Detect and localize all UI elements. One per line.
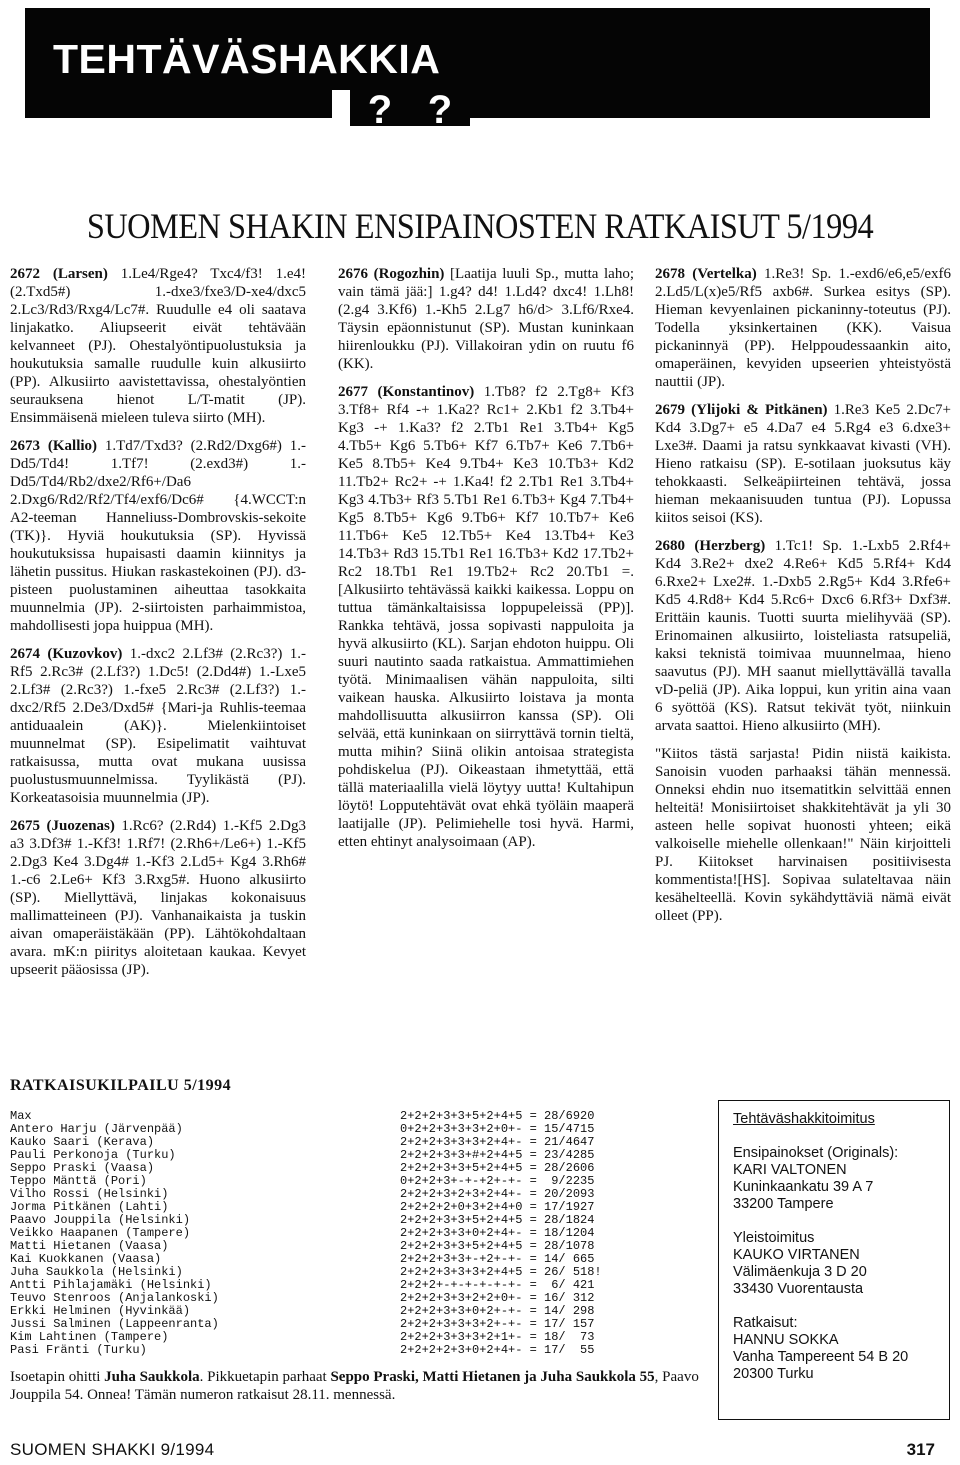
text-column-2 [338,265,634,861]
composer-name: (Ylijoki & Pitkänen) [691,402,828,418]
solution-moves: 1.Re3! Sp. 1.-exd6/e6,e5/exf6 2.Ld5/L(x)e5/Rf5 axb6#. [655,266,952,300]
composer-name: (Juozenas) [46,818,115,834]
solver-comments: {Mari-ja Ruhlis-teemaa antiduaalein (AK)}. Mielenkiintoiset muunnelmat (SP). Esipelimatit vaihtuvat ratkaisussa, mutta ovat mukana uusissa puolustusmuunnelmissa. Tyylikästä (PJ). Korkeatasoisia muunnelmia (JP). [10,700,306,806]
results-row [10,1344,642,1357]
text-column-3 [655,265,951,935]
editor-contact [733,1230,949,1298]
contact-label: Ensipainokset (Originals): [733,1145,899,1161]
results-row [10,1123,642,1136]
composer-name: (Kuzovkov) [47,646,123,662]
problem-number: 2673 [10,438,40,454]
composer-name: (Herzberg) [694,538,766,554]
solver-score: 2+2+2+3+3+3+2+4+5 = 26/ 518! [400,1266,602,1279]
contact-postcode: 33200 Tampere [733,1196,834,1212]
results-row [10,1279,642,1292]
results-row [10,1331,642,1344]
solver-comments: "Kiitos tästä sarjasta! Pidin niistä kaikista. Sanoisin vuoden parhaaksi tähän mennessä. Onneksi ehdin nuo itsematitkin selvittää ennen helteitä! Monisiirtoiset shakkitehtävät ja yli 30 asteen helle sopivat huonosti yhteen; eikä valkoiselle miehelle ollenkaan!" Näin kirjoitteli PJ. Kiitokset harvinaisen positiivisesta kommentista![HS]. Sopivaa sulateltavaa näin kesähelteellä. Kovin sykähdyttäviä nämä eivät olleet (PP). [655,746,951,924]
solution-moves: 1.Tb8? f2 2.Tg8+ Kf3 3.Tf8+ Rf4 -+ 1.Ka2? Rc1+ 2.Kb1 f2 3.Tb4+ Kg3 -+ 1.Ka3? f2 2.Tb1 Re1 3.Tb4+ Kg5 4.Tb5+ Kg6 5.Tb6+ Kf7 6.Tb7+ Ke6 7.Tb6+ Ke5 8.Tb5+ Ke4 9.Tb4+ Ke3 10.Tb3+ Kd2 11.Tb2+ Rc2+ -+ 1.Ka4! f2 2.Tb1 Re1 3.Tb4+ Kg3 4.Tb3+ Rf3 5.Tb1 Re1 6.Tb3+ Kg4 7.Tb4+ Kg5 8.Tb5+ Kg6 9.Tb6+ Kf7 10.Tb7+ Ke6 11.Tb6+ Ke5 12.Tb5+ Ke4 13.Tb4+ Ke3 14.Tb3+ Rd3 15.Tb1 Re1 16.Tb3+ Kd2 17.Tb2+ Rc2 18.Tb1 Re1 19.Tb2+ Rc2 20.Tb1 =. [338,384,635,580]
solver-score: 2+2+2+3+3+0+2+-+- = 14/ 298 [400,1305,595,1318]
solver-name: Paavo Jouppila (Helsinki) [10,1214,191,1227]
solver-score: 2+2+2+-+-+-+-+-+- = 6/ 421 [400,1279,595,1292]
results-note-highlight: Juha Saukkola [104,1369,200,1385]
solver-name: Kauko Saari (Kerava) [10,1136,155,1149]
section-title: TEHTÄVÄSHAKKIA [53,36,441,82]
contact-name: KAUKO VIRTANEN [733,1247,860,1263]
results-row [10,1175,642,1188]
solution-entry [10,817,306,979]
solver-score: 2+2+2+3+3+#+2+4+5 = 23/4285 [400,1149,595,1162]
solver-name: Kim Lahtinen (Tampere) [10,1331,169,1344]
solutions-contact [733,1315,949,1383]
solver-score: 2+2+2+3+3+5+2+4+5 = 28/1078 [400,1240,595,1253]
solution-entry [655,401,951,527]
contact-address: Vanha Tampereent 54 B 20 [733,1349,909,1365]
solver-score: 2+2+2+3+2+3+2+4+- = 20/2093 [400,1188,595,1201]
solver-score: 0+2+2+3+-+-+2+-+- = 9/2235 [400,1175,595,1188]
solution-entry [10,645,306,807]
solver-comments: Ruudulle e4 oli saatava linjakatko. Aliupseerit eivät tehtävään kelvanneet (PJ). Ohestalyöntipuolustuksia ja houkutuksia samalle ruudulle kuin alkusiirto (PP). Alkusiirto aavistettavissa, ohestalyöntien seurauksena hienot L/T-matit (JP). Ensimmäisenä mieleen tuleva siirto (MH). [10,302,306,426]
solution-moves: 1.Td7/Txd3? (2.Rd2/Dxg6#) 1.-Dd5/Td4! 1.Tf7! (2.exd3#) 1.-Dd5/Td4/Rb2/dxe2/Rf6+/Da6 2.Dxg6/Rd2/Rf2/Tf4/exf6/Dc6# [10,438,306,508]
solver-comments: Daami ja ratsu synkkaavat kivasti (VH). Hieno ratkaisu (SP). E-sotilaan juoksutus käy tehokkaasti. Selkeäpiirteinen tehtävä, jossa hieman mekaanisuuden tuntua (PJ). Lopussa kiitos seisoi (KS). [655,438,951,526]
solution-moves: [Laatija luuli Sp., mutta laho; vain tämä jää:] 1.g4? d4! 1.Ld4? dxc4! 1.Lh8! (2.g4 3.Kf6) 1.-Kh5 2.Lg7 h6/d> 3.Lf6/Rxe4. [338,266,635,318]
solver-comments: Erittäin kaunis. Tuotti suurta mielihyvää (SP). Erinomainen alkusiirto, loisteliasta ratsupeliä, kaksi teknistä toimivaa muunnelmaa, hieno saavutus (PJ). MH saanut miellyttävällä tavalla vD-peliä (JP). Aika loppui, kun yritin aina vaan 6 syöttöä (KS). Ratsut tekivät työt, niinkuin arvata saattoi. Hieno alkusiirto (MH). [655,610,951,734]
solver-name: Antero Harju (Järvenpää) [10,1123,183,1136]
problem-number: 2679 [655,402,685,418]
solver-name: Jussi Salminen (Lappeenranta) [10,1318,219,1331]
solution-entry [655,537,951,735]
solver-name: Juha Saukkola (Helsinki) [10,1266,183,1279]
problem-number: 2678 [655,266,685,282]
solution-moves: 1.-dxc2 2.Lf3# (2.Rc3?) 1.-Rf5 2.Rc3# (2.Lf3?) 1.Dc5! (2.Dd4#) 1.-Lxe5 2.Lf3# (2.Rc3?) 1.-fxe5 2.Rc3# (2.Lf3?) 1.-dxc2/Rf5 2.De3/Dxd5# [10,646,306,716]
solver-score: 0+2+2+3+3+3+2+0+- = 15/4715 [400,1123,595,1136]
results-note [10,1368,710,1404]
contact-label: Yleistoimitus [733,1230,815,1246]
solver-comments: Huono alkusiirto (SP). Miellyttävä, linjakas kokonaisuus mallimatteineen (PJ). Vanhanaikaista ja tuskin aivan omaperäistäkään (PP). Lähtökohdaltaan avara. mK:n piiritys aloitetaan kaukaa. Kevyet upseerit pääosissa (JP). [10,872,307,978]
page-number: 317 [906,1440,935,1459]
solver-comments: [Alkusiirto tehtävässä kaikki kaikessa. Loppu on tuttua tämänkaltaisissa loppupeleissä (PP)]. Rankka tehtävä, jossa sopivasti nappuloita ja hyvä alkusiirto (KL). Sarjan ehdoton huippu. Oli suuri nautinto saada ratkaistua. Ammattimiehen työtä. Minimaalisen vähän nappuloita, silti vaikean hauska. Alkusiirto loistava ja monta mahdollisuutta alkusiirron kanssa (SP). Oli selvää, että kuninkaan on siirryttävä tornin tieltä, mutta mihin? Siinä olikin antoisaa strategista pohdiskelua (PJ). Oikeastaan ihmetyttää, että tällä materiaalilla vielä löytyy uutta! Kultahipun löytö! Lopputehtävät ovat ehkä työläin maaperä laatijalle (JP). Pelimiehelle tosi hyvä. Harmi, etten ehtinyt analysoimaan (AP). [338,582,634,850]
composer-name: (Larsen) [52,266,108,282]
problem-number: 2675 [10,818,40,834]
results-note-text: . Pikkuetapin parhaat [199,1369,331,1385]
text-column-1 [10,265,306,989]
solver-name: Matti Hietanen (Vaasa) [10,1240,169,1253]
solver-name: Seppo Praski (Vaasa) [10,1162,155,1175]
solver-name: Max [10,1110,32,1123]
problem-number: 2672 [10,266,40,282]
results-row [10,1318,642,1331]
contact-name: HANNU SOKKA [733,1332,839,1348]
solver-score: 2+2+2+3+3+-+2+-+- = 14/ 665 [400,1253,595,1266]
solver-score: 2+2+2+2+0+3+2+4+0 = 17/1927 [400,1201,595,1214]
solution-moves: 1.Le4/Rge4? Txc4/f3! 1.e4! (2.Txd5#) 1.-dxe3/fxe3/D-xe4/dxc5 2.Lc3/Rd3/Rxg4/Lc7#. [10,266,307,318]
solver-name: Veikko Haapanen (Tampere) [10,1227,191,1240]
solver-name: Pauli Perkonoja (Turku) [10,1149,176,1162]
solution-entry [10,437,306,635]
solver-name: Teppo Mänttä (Pori) [10,1175,147,1188]
contact-address: Kuninkaankatu 39 A 7 [733,1179,874,1195]
solver-name: Erkki Helminen (Hyvinkää) [10,1305,191,1318]
solution-moves: 1.Tc1! Sp. 1.-Lxb5 2.Rf4+ Kd4 3.Re2+ dxe2 4.Re6+ Kd5 5.Rf4+ Kd4 6.Rxe2+ Lxe2#. 1.-Dxb5 2.Rg5+ Kd4 3.Rfe6+ Kd5 4.Rd8+ Kd4 5.Rc6+ Dxc6 6.Rf3+ Dxf3#. [655,538,952,608]
solution-entry [655,745,951,925]
solver-comments: {4.WCCT:n A2-teeman Hanneliuss-Dombrovskis-sekoite (TK)}. Hyviä houkutuksia (SP). Hyvissä houkutuksissa hupaisasti daamin kiinnitys ja lähetin pussitus. Hiukan raskastekoinen (PJ). d3-pisteen puolustaminen aiheuttaa tasokkaita muunnelmia (JP). 2-siirtoisten parhaimmistoa, mahdollisesti jopa huippua (MH). [10,492,306,634]
results-row [10,1188,642,1201]
results-row [10,1110,642,1123]
results-note-highlight: Seppo Praski, Matti Hietanen ja Juha Saukkola 55 [330,1369,655,1385]
results-row [10,1214,642,1227]
results-note-text: , Paavo Jouppila 54. Onnea! Tämän numeron ratkaisut 28.11. mennessä. [10,1369,699,1403]
editorial-contacts-box [718,1100,950,1420]
results-row [10,1162,642,1175]
results-row [10,1227,642,1240]
contact-postcode: 20300 Turku [733,1366,814,1382]
solver-score: 2+2+2+2+3+0+2+4+- = 17/ 55 [400,1344,595,1357]
solver-score: 2+2+2+3+3+3+2+-+- = 17/ 157 [400,1318,595,1331]
solver-score: 2+2+2+3+3+5+2+4+5 = 28/6920 [400,1110,595,1123]
box-title: Tehtäväshakkitoimitus [733,1111,875,1127]
solver-comments: Surkea esitys (SP). Hieman kevyenlainen pickaninny-toteutus (PJ). Todella yksinkertainen (KK). Vaisua pickaninnyä (PP). Helppoudessaankin aito, omaperäinen, kevyiden upseerien yhteistyöstä nauttii (JP). [655,284,952,390]
problem-number: 2676 [338,266,368,282]
solver-score: 2+2+2+3+3+5+2+4+5 = 28/1824 [400,1214,595,1227]
solver-name: Vilho Rossi (Helsinki) [10,1188,169,1201]
solver-name: Teuvo Stenroos (Anjalankoski) [10,1292,219,1305]
solver-score: 2+2+2+3+3+0+2+4+- = 18/1204 [400,1227,595,1240]
publication-footer: SUOMEN SHAKKI 9/1994 [10,1440,215,1459]
solution-moves: 1.Re3 Ke5 2.Dc7+ Kd4 3.Dg7+ e5 4.Da7 e4 5.Rg4 e3 6.dxe3+ Lxe3#. [655,402,952,454]
composer-name: (Konstantinov) [377,384,475,400]
problem-number: 2674 [10,646,40,662]
composer-name: (Rogozhin) [373,266,445,282]
solver-score: 2+2+2+3+3+5+2+4+5 = 28/2606 [400,1162,595,1175]
article-heading: SUOMEN SHAKIN ENSIPAINOSTEN RATKAISUT 5/1994 [86,206,874,246]
solver-comments: Täysin epäonnistunut (SP). Mustan kuninkaan hiirenloukku (PJ). Villakoiran ydin on ruutu f6 (KK). [338,320,634,372]
results-row [10,1240,642,1253]
solver-name: Jorma Pitkänen (Lahti) [10,1201,169,1214]
results-row [10,1305,642,1318]
question-mark-logo [332,90,470,126]
results-note-text: Isoetapin ohitti [10,1369,105,1385]
problem-number: 2680 [655,538,685,554]
results-row [10,1201,642,1214]
question-mark-icon: ? [350,90,410,126]
question-mark-icon: ? [410,90,470,126]
contact-name: KARI VALTONEN [733,1162,847,1178]
results-heading: RATKAISUKILPAILU 5/1994 [10,1077,232,1094]
composer-name: (Vertelka) [692,266,757,282]
solution-entry [338,383,634,851]
contact-label: Ratkaisut: [733,1315,798,1331]
solver-name: Antti Pihlajamäki (Helsinki) [10,1279,212,1292]
contact-address: Välimäenkuja 3 D 20 [733,1264,867,1280]
results-row [10,1292,642,1305]
results-table [10,1110,642,1357]
solver-name: Pasi Fränti (Turku) [10,1344,147,1357]
results-row [10,1136,642,1149]
solution-entry [10,265,306,427]
header-banner [25,8,930,126]
solution-entry [338,265,634,373]
solution-entry [655,265,951,391]
results-row [10,1253,642,1266]
solver-score: 2+2+2+3+3+3+2+1+- = 18/ 73 [400,1331,595,1344]
solver-score: 2+2+2+3+3+2+2+0+- = 16/ 312 [400,1292,595,1305]
originals-contact [733,1145,949,1213]
contact-postcode: 33430 Vuorentausta [733,1281,864,1297]
solution-moves: 1.Rc6? (2.Rd4) 1.-Kf5 2.Dg3 a3 3.Df3# 1.-Kf3! 1.Rf7! (2.Rh6+/Le6+) 1.-Kf5 2.Dg3 Ke4 3.Dg4# 1.-Kf3 2.Ld5+ Kg4 3.Rh6# 1.-c6 2.Le6+ Kf3 3.Rxg5#. [10,818,307,888]
composer-name: (Kallio) [47,438,98,454]
problem-number: 2677 [338,384,368,400]
results-row [10,1149,642,1162]
results-row [10,1266,642,1279]
solver-name: Kai Kuokkanen (Vaasa) [10,1253,162,1266]
solver-score: 2+2+2+3+3+3+2+4+- = 21/4647 [400,1136,595,1149]
